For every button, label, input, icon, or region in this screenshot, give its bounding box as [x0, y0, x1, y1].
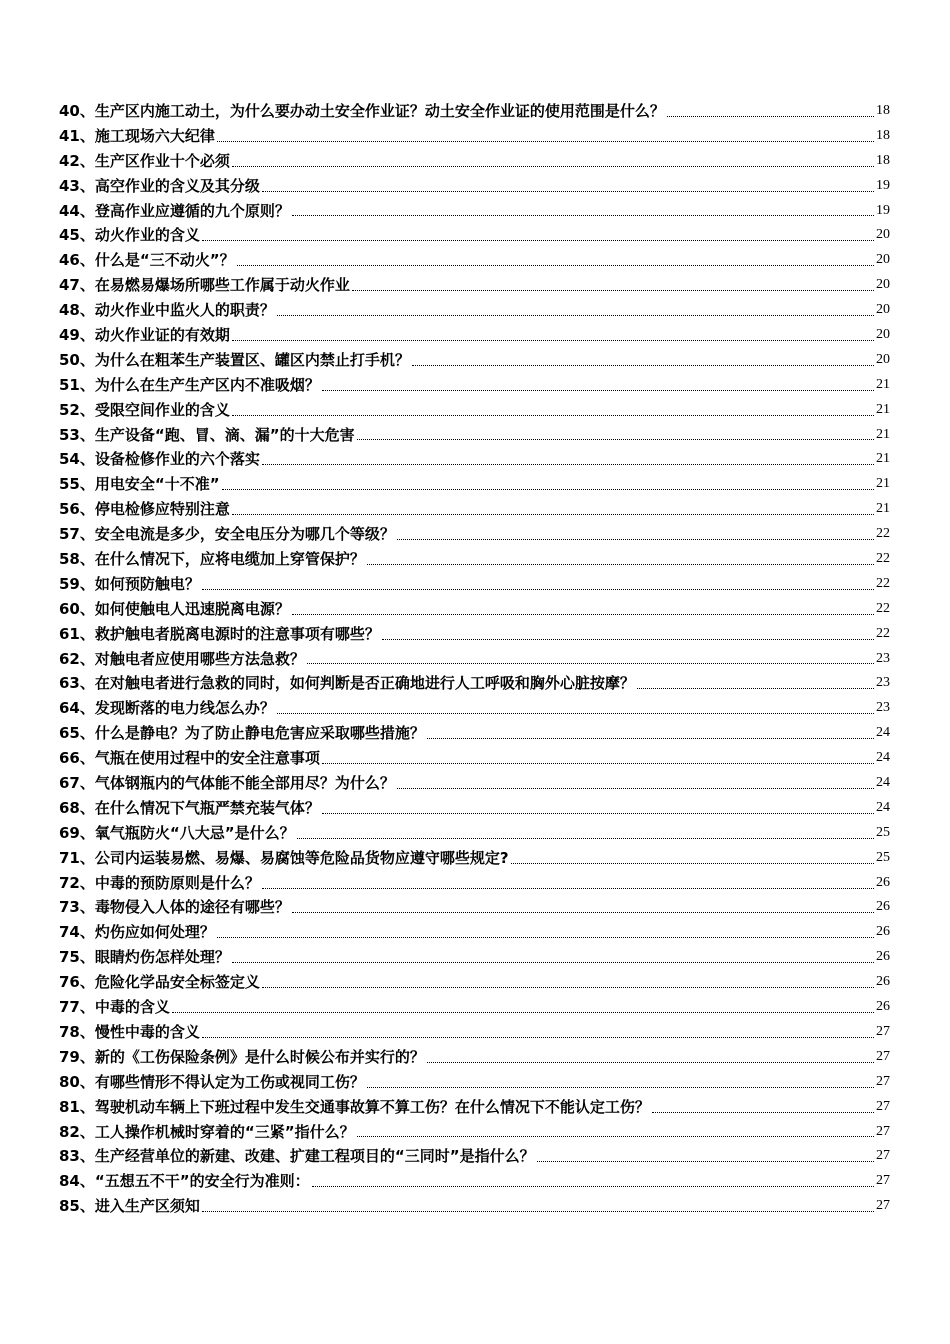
toc-page-number: 22 [876, 551, 890, 567]
dot-leader [637, 688, 874, 689]
toc-entry[interactable] [59, 1020, 890, 1045]
toc-entry-title[interactable]: 49、动火作业证的有效期 [59, 326, 230, 344]
toc-entry-title[interactable]: 73、毒物侵入人体的途径有哪些？ [59, 898, 290, 917]
toc-entry-title[interactable]: 43、高空作业的含义及其分级 [59, 176, 260, 195]
toc-entry[interactable] [59, 871, 890, 896]
dot-leader [652, 1112, 874, 1113]
toc-page-number: 22 [876, 625, 890, 641]
toc-entry-title[interactable]: 71、公司内运装易燃、易爆、易腐蚀等危险品货物应遵守哪些规定? [59, 848, 509, 867]
toc-page-number: 24 [876, 725, 890, 741]
toc-page-number: 21 [876, 401, 890, 417]
toc-entry[interactable] [59, 920, 890, 945]
toc-page-number: 27 [876, 1173, 890, 1189]
dot-leader [397, 788, 874, 789]
dot-leader [511, 863, 874, 864]
toc-entry[interactable] [59, 99, 890, 124]
toc-entry[interactable] [59, 771, 890, 796]
toc-entry-title[interactable]: 85、进入生产区须知 [59, 1197, 200, 1216]
toc-entry[interactable] [59, 124, 890, 149]
toc-page-number: 21 [876, 426, 890, 442]
toc-entry[interactable] [59, 1045, 890, 1070]
toc-page-number: 24 [876, 775, 890, 791]
toc-page-number: 27 [876, 1198, 890, 1214]
toc-entry-title[interactable]: 76、危险化学品安全标签定义 [59, 973, 260, 992]
toc-entry-title[interactable]: 68、在什么情况下气瓶严禁充装气体？ [59, 798, 320, 817]
dot-leader [537, 1161, 874, 1162]
toc-entry[interactable] [59, 821, 890, 846]
dot-leader [307, 663, 874, 664]
dot-leader [277, 713, 874, 714]
toc-entry[interactable] [59, 721, 890, 746]
dot-leader [667, 116, 874, 117]
dot-leader [202, 1037, 874, 1038]
toc-entry-title[interactable]: 67、气体钢瓶内的气体能不能全部用尽？为什么？ [59, 774, 395, 793]
dot-leader [217, 937, 874, 938]
toc-entry[interactable] [59, 1169, 890, 1194]
toc-entry-title[interactable]: 65、什么是静电？为了防止静电危害应采取哪些措施？ [59, 724, 425, 743]
toc-entry[interactable] [59, 398, 890, 423]
dot-leader [232, 962, 874, 963]
dot-leader [277, 315, 874, 316]
dot-leader [357, 1136, 874, 1137]
dot-leader [322, 390, 874, 391]
toc-entry-title[interactable]: 60、如何使触电人迅速脱离电源？ [59, 599, 290, 618]
dot-leader [292, 912, 874, 913]
toc-entry[interactable] [59, 472, 890, 497]
toc-entry-title[interactable]: 52、受限空间作业的含义 [59, 400, 230, 419]
toc-page-number: 27 [876, 1023, 890, 1039]
dot-leader [322, 763, 874, 764]
toc-entry[interactable] [59, 273, 890, 298]
toc-page-number: 26 [876, 974, 890, 990]
toc-page-number: 22 [876, 526, 890, 542]
toc-page-number: 18 [876, 127, 890, 143]
toc-entry-title[interactable]: 72、中毒的预防原则是什么？ [59, 873, 260, 892]
toc-entry-title[interactable]: 63、在对触电者进行急救的同时，如何判断是否正确地进行人工呼吸和胸外心脏按摩？ [59, 674, 635, 693]
toc-page-number: 22 [876, 575, 890, 591]
toc-entry-title[interactable]: 44、登高作业应遵循的九个原则？ [59, 201, 290, 220]
toc-entry[interactable] [59, 671, 890, 696]
toc-entry-title[interactable]: 64、发现断落的电力线怎么办？ [59, 699, 275, 718]
toc-page-number: 20 [876, 302, 890, 318]
dot-leader [232, 514, 874, 515]
toc-page-number: 21 [876, 451, 890, 467]
dot-leader [397, 539, 874, 540]
toc-page-number: 27 [876, 1148, 890, 1164]
toc-entry-title[interactable]: 74、灼伤应如何处理？ [59, 923, 215, 942]
toc-page-number: 19 [876, 177, 890, 193]
toc-entry-title[interactable]: 51、为什么在生产生产区内不准吸烟？ [59, 375, 320, 394]
toc-entry[interactable] [59, 298, 890, 323]
dot-leader [232, 340, 874, 341]
toc-page-number: 23 [876, 675, 890, 691]
toc-entry-title[interactable]: 80、有哪些情形不得认定为工伤或视同工伤？ [59, 1072, 365, 1091]
toc-entry-title[interactable]: 66、气瓶在使用过程中的安全注意事项 [59, 749, 320, 768]
dot-leader [232, 166, 874, 167]
dot-leader [322, 813, 874, 814]
toc-entry-title[interactable]: 54、设备检修作业的六个落实 [59, 450, 260, 469]
toc-page-number: 26 [876, 949, 890, 965]
toc-entry-title[interactable]: 40、生产区内施工动土，为什么要办动土安全作业证？动土安全作业证的使用范围是什么？ [59, 101, 665, 120]
toc-entry[interactable] [59, 945, 890, 970]
toc-page-number: 21 [876, 501, 890, 517]
toc-entry[interactable] [59, 572, 890, 597]
toc-entry-title[interactable]: 59、如何预防触电？ [59, 574, 200, 593]
table-of-contents [59, 99, 890, 1219]
toc-page-number: 23 [876, 650, 890, 666]
toc-page-number: 26 [876, 874, 890, 890]
toc-entry-title[interactable]: 79、新的《工伤保险条例》是什么时候公布并实行的？ [59, 1047, 425, 1066]
toc-page-number: 21 [876, 476, 890, 492]
dot-leader [427, 738, 874, 739]
toc-entry[interactable] [59, 373, 890, 398]
dot-leader [262, 464, 874, 465]
toc-entry-title[interactable]: 42、生产区作业十个必须 [59, 151, 230, 170]
toc-entry-title[interactable]: 45、动火作业的含义 [59, 226, 200, 245]
toc-entry[interactable] [59, 846, 890, 871]
toc-entry-title[interactable]: 56、停电检修应特别注意 [59, 500, 230, 519]
toc-page-number: 25 [876, 849, 890, 865]
toc-entry-title[interactable]: 50、为什么在粗苯生产装置区、罐区内禁止打手机？ [59, 350, 410, 369]
dot-leader [262, 888, 874, 889]
toc-entry[interactable] [59, 223, 890, 248]
toc-entry-title[interactable]: 82、工人操作机械时穿着的“三紧”指什么？ [59, 1122, 355, 1141]
toc-entry[interactable] [59, 1095, 890, 1120]
toc-entry-title[interactable]: 46、什么是“三不动火”？ [59, 251, 235, 270]
toc-entry-title[interactable]: 57、安全电流是多少，安全电压分为哪几个等级？ [59, 525, 395, 544]
toc-entry[interactable] [59, 1194, 890, 1219]
dot-leader [222, 489, 874, 490]
toc-page-number: 19 [876, 202, 890, 218]
toc-page-number: 22 [876, 600, 890, 616]
toc-entry[interactable] [59, 447, 890, 472]
toc-entry-title[interactable]: 53、生产设备“跑、冒、滴、漏”的十大危害 [59, 425, 355, 444]
dot-leader [412, 365, 874, 366]
toc-entry[interactable] [59, 970, 890, 995]
dot-leader [202, 1211, 874, 1212]
toc-entry-title[interactable]: 81、驾驶机动车辆上下班过程中发生交通事故算不算工伤？在什么情况下不能认定工伤？ [59, 1097, 650, 1116]
dot-leader [262, 191, 874, 192]
dot-leader [367, 1087, 874, 1088]
dot-leader [297, 838, 874, 839]
toc-entry-title[interactable]: 55、用电安全“十不准” [59, 475, 220, 494]
toc-entry[interactable] [59, 323, 890, 348]
dot-leader [357, 439, 874, 440]
toc-entry[interactable] [59, 647, 890, 672]
toc-entry[interactable] [59, 1120, 890, 1145]
toc-page-number: 20 [876, 351, 890, 367]
toc-entry[interactable] [59, 597, 890, 622]
toc-entry[interactable] [59, 547, 890, 572]
toc-page-number: 20 [876, 227, 890, 243]
toc-page-number: 25 [876, 824, 890, 840]
toc-entry-title[interactable]: 69、氧气瓶防火“八大忌”是什么？ [59, 823, 295, 842]
toc-page-number: 23 [876, 700, 890, 716]
toc-page-number: 20 [876, 327, 890, 342]
toc-entry[interactable] [59, 423, 890, 448]
toc-entry[interactable] [59, 796, 890, 821]
toc-entry[interactable] [59, 995, 890, 1020]
toc-entry[interactable] [59, 522, 890, 547]
dot-leader [352, 290, 874, 291]
toc-page-number: 27 [876, 1098, 890, 1114]
dot-leader [237, 265, 874, 266]
toc-entry-title[interactable]: 47、在易燃易爆场所哪些工作属于动火作业 [59, 276, 350, 295]
toc-page-number: 20 [876, 277, 890, 293]
dot-leader [292, 215, 874, 216]
toc-page-number: 24 [876, 799, 890, 815]
toc-page-number: 27 [876, 1123, 890, 1139]
toc-entry-title[interactable]: 61、救护触电者脱离电源时的注意事项有哪些？ [59, 624, 380, 643]
toc-entry[interactable] [59, 896, 890, 921]
dot-leader [367, 564, 874, 565]
dot-leader [262, 987, 874, 988]
toc-entry-title[interactable]: 84、“五想五不干”的安全行为准则： [59, 1172, 310, 1191]
toc-page-number: 20 [876, 252, 890, 268]
toc-entry-title[interactable]: 58、在什么情况下，应将电缆加上穿管保护？ [59, 550, 365, 569]
toc-entry[interactable] [59, 149, 890, 174]
toc-entry[interactable] [59, 1144, 890, 1169]
toc-page-number: 26 [876, 899, 890, 915]
dot-leader [427, 1062, 874, 1063]
toc-entry-title[interactable]: 75、眼睛灼伤怎样处理？ [59, 948, 230, 967]
toc-entry[interactable] [59, 622, 890, 647]
dot-leader [312, 1186, 874, 1187]
dot-leader [172, 1012, 874, 1013]
toc-entry[interactable] [59, 199, 890, 224]
toc-entry[interactable] [59, 248, 890, 273]
toc-page-number: 26 [876, 999, 890, 1015]
dot-leader [292, 614, 874, 615]
toc-page-number: 21 [876, 376, 890, 392]
dot-leader [202, 589, 874, 590]
toc-entry[interactable] [59, 174, 890, 199]
toc-entry[interactable] [59, 348, 890, 373]
dot-leader [217, 141, 874, 142]
toc-entry[interactable] [59, 746, 890, 771]
toc-entry-title[interactable]: 83、生产经营单位的新建、改建、扩建工程项目的“三同时”是指什么？ [59, 1147, 535, 1166]
toc-entry[interactable] [59, 696, 890, 721]
dot-leader [202, 240, 874, 241]
toc-page-number: 26 [876, 924, 890, 940]
toc-entry[interactable] [59, 497, 890, 522]
toc-entry[interactable] [59, 1070, 890, 1095]
toc-entry-title[interactable]: 62、对触电者应使用哪些方法急救？ [59, 649, 305, 668]
toc-entry-title[interactable]: 48、动火作业中监火人的职责？ [59, 301, 275, 320]
toc-page-number: 18 [876, 102, 890, 118]
dot-leader [382, 639, 874, 640]
toc-entry-title[interactable]: 78、慢性中毒的含义 [59, 1022, 200, 1041]
toc-entry-title[interactable]: 77、中毒的含义 [59, 998, 170, 1017]
toc-page-number: 18 [876, 152, 890, 168]
toc-page-number: 27 [876, 1073, 890, 1089]
dot-leader [232, 415, 874, 416]
toc-entry-title[interactable]: 41、施工现场六大纪律 [59, 126, 215, 145]
toc-page-number: 27 [876, 1048, 890, 1064]
toc-page-number: 24 [876, 750, 890, 766]
